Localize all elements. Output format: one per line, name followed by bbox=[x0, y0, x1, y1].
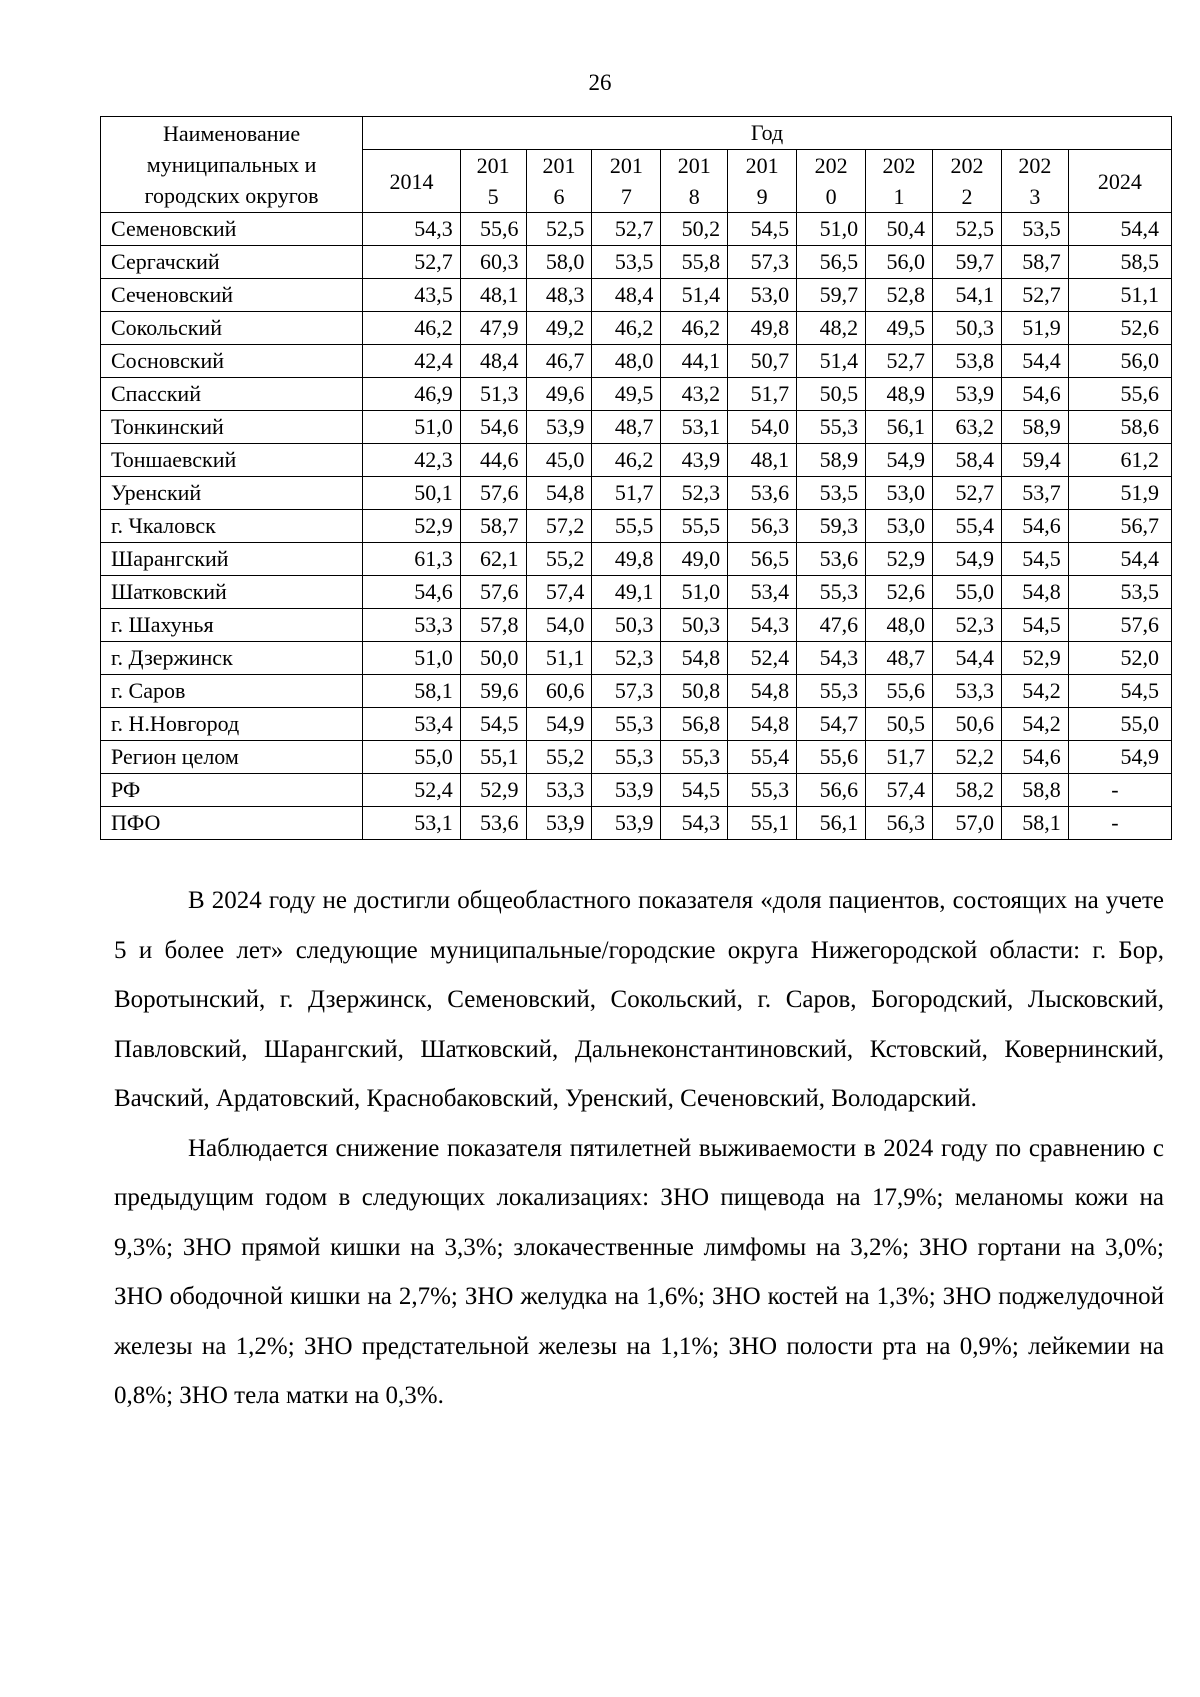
value-cell: 58,0 bbox=[526, 246, 592, 279]
value-cell: 54,5 bbox=[1001, 543, 1068, 576]
year-header bbox=[363, 150, 461, 213]
value-cell: 51,0 bbox=[363, 411, 461, 444]
value-cell: 55,4 bbox=[728, 741, 797, 774]
value-cell: 48,0 bbox=[866, 609, 933, 642]
value-cell: 58,8 bbox=[1001, 774, 1068, 807]
paragraph: Наблюдается снижение показателя пятилетней выживаемости в 2024 году по сравнению с предыдущим годом в следующих локализациях: ЗНО пищевода на 17,9%; меланомы кожи на 9,3%; ЗНО прямой кишки на 3,3%; злокачественные лимфомы на 3,2%; ЗНО гортани на 3,0%; ЗНО ободочной кишки на 2,7%; ЗНО желудка на 1,6%; ЗНО костей на 1,3%; ЗНО поджелудочной железы на 1,2%; ЗНО предстательной железы на 1,1%; ЗНО полости рта на 0,9%; лейкемии на 0,8%; ЗНО тела матки на 0,3%. bbox=[114, 1134, 1164, 1409]
district-name: г. Н.Новгород bbox=[101, 708, 363, 741]
value-cell: 53,0 bbox=[728, 279, 797, 312]
year-header bbox=[1068, 150, 1171, 213]
year-header bbox=[661, 150, 728, 213]
value-cell: 50,3 bbox=[592, 609, 661, 642]
value-cell: 57,0 bbox=[932, 807, 1001, 840]
value-cell: 51,7 bbox=[592, 477, 661, 510]
value-cell: 51,3 bbox=[460, 378, 526, 411]
year-header-part: 201 bbox=[609, 153, 643, 178]
table-row bbox=[101, 741, 1172, 774]
value-cell: 54,5 bbox=[460, 708, 526, 741]
value-cell: 56,7 bbox=[1068, 510, 1171, 543]
value-cell: 47,6 bbox=[797, 609, 866, 642]
year-header-part: 6 bbox=[553, 184, 565, 209]
value-cell: 51,4 bbox=[661, 279, 728, 312]
value-cell: 53,6 bbox=[460, 807, 526, 840]
table-row bbox=[101, 807, 1172, 840]
value-cell: 58,1 bbox=[363, 675, 461, 708]
value-cell: 52,3 bbox=[932, 609, 1001, 642]
value-cell: 51,0 bbox=[363, 642, 461, 675]
value-cell: 50,5 bbox=[866, 708, 933, 741]
value-cell: 55,5 bbox=[592, 510, 661, 543]
year-header-part: 2014 bbox=[389, 168, 434, 194]
value-cell: 55,3 bbox=[592, 741, 661, 774]
value-cell: 52,0 bbox=[1068, 642, 1171, 675]
value-cell: 55,0 bbox=[1068, 708, 1171, 741]
value-cell: 55,2 bbox=[526, 543, 592, 576]
district-name: ПФО bbox=[101, 807, 363, 840]
value-cell: 55,0 bbox=[363, 741, 461, 774]
value-cell: 46,7 bbox=[526, 345, 592, 378]
value-cell: 55,3 bbox=[797, 576, 866, 609]
value-cell: 52,9 bbox=[866, 543, 933, 576]
district-name: Шатковский bbox=[101, 576, 363, 609]
table-row bbox=[101, 642, 1172, 675]
table-row bbox=[101, 345, 1172, 378]
value-cell: 49,8 bbox=[728, 312, 797, 345]
year-header-part: 202 bbox=[882, 153, 916, 178]
value-cell: 49,1 bbox=[592, 576, 661, 609]
value-cell: 52,4 bbox=[363, 774, 461, 807]
value-cell: 56,8 bbox=[661, 708, 728, 741]
district-name: г. Чкаловск bbox=[101, 510, 363, 543]
value-cell: 51,7 bbox=[866, 741, 933, 774]
value-cell: 57,6 bbox=[1068, 609, 1171, 642]
year-header-part: 7 bbox=[620, 184, 632, 209]
value-cell: 61,2 bbox=[1068, 444, 1171, 477]
value-cell: 57,2 bbox=[526, 510, 592, 543]
value-cell: 53,3 bbox=[932, 675, 1001, 708]
value-cell: 58,4 bbox=[932, 444, 1001, 477]
year-header bbox=[526, 150, 592, 213]
value-cell: 54,2 bbox=[1001, 708, 1068, 741]
value-cell: 51,1 bbox=[526, 642, 592, 675]
value-cell: 54,6 bbox=[363, 576, 461, 609]
value-cell: 54,6 bbox=[1001, 378, 1068, 411]
value-cell: 52,9 bbox=[363, 510, 461, 543]
value-cell: 51,0 bbox=[797, 213, 866, 246]
value-cell: 51,1 bbox=[1068, 279, 1171, 312]
value-cell: 53,5 bbox=[592, 246, 661, 279]
value-cell: 51,7 bbox=[728, 378, 797, 411]
value-cell: 50,0 bbox=[460, 642, 526, 675]
year-header-part: 202 bbox=[1018, 153, 1052, 178]
value-cell: 46,2 bbox=[661, 312, 728, 345]
district-name: Сеченовский bbox=[101, 279, 363, 312]
year-header-part: 9 bbox=[756, 184, 768, 209]
value-cell: 56,0 bbox=[1068, 345, 1171, 378]
value-cell: 56,1 bbox=[866, 411, 933, 444]
value-cell: 55,6 bbox=[460, 213, 526, 246]
value-cell: 57,8 bbox=[460, 609, 526, 642]
value-cell: 48,9 bbox=[866, 378, 933, 411]
value-cell: 53,0 bbox=[866, 477, 933, 510]
year-header bbox=[1001, 150, 1068, 213]
year-header-part: 0 bbox=[825, 184, 837, 209]
value-cell: 56,5 bbox=[728, 543, 797, 576]
district-name: г. Шахунья bbox=[101, 609, 363, 642]
value-cell: 52,7 bbox=[932, 477, 1001, 510]
value-cell: 48,7 bbox=[866, 642, 933, 675]
body-text bbox=[114, 876, 1164, 1421]
district-name: Тонкинский bbox=[101, 411, 363, 444]
value-cell: 55,3 bbox=[592, 708, 661, 741]
value-cell: 54,3 bbox=[661, 807, 728, 840]
value-cell: 53,3 bbox=[363, 609, 461, 642]
year-header-part: 5 bbox=[487, 184, 499, 209]
value-cell: 48,0 bbox=[592, 345, 661, 378]
value-cell: 54,9 bbox=[932, 543, 1001, 576]
value-cell: 42,3 bbox=[363, 444, 461, 477]
table-row bbox=[101, 774, 1172, 807]
year-header-part: 8 bbox=[688, 184, 700, 209]
value-cell: 50,5 bbox=[797, 378, 866, 411]
district-name: Тоншаевский bbox=[101, 444, 363, 477]
value-cell: 56,5 bbox=[797, 246, 866, 279]
table-row bbox=[101, 378, 1172, 411]
value-cell: 54,4 bbox=[932, 642, 1001, 675]
value-cell: 55,3 bbox=[797, 411, 866, 444]
district-name: Семеновский bbox=[101, 213, 363, 246]
value-cell: 59,3 bbox=[797, 510, 866, 543]
table-row bbox=[101, 708, 1172, 741]
value-cell: 46,9 bbox=[363, 378, 461, 411]
value-cell: 54,0 bbox=[728, 411, 797, 444]
year-header-part: 2 bbox=[961, 184, 973, 209]
value-cell: 55,4 bbox=[932, 510, 1001, 543]
year-header-part: 3 bbox=[1029, 184, 1041, 209]
year-header bbox=[932, 150, 1001, 213]
value-cell: 58,5 bbox=[1068, 246, 1171, 279]
district-name: Регион целом bbox=[101, 741, 363, 774]
year-header-part: 201 bbox=[677, 153, 711, 178]
value-cell: 60,3 bbox=[460, 246, 526, 279]
value-cell: 59,6 bbox=[460, 675, 526, 708]
value-cell: 54,5 bbox=[661, 774, 728, 807]
year-header-part: 201 bbox=[542, 153, 576, 178]
table-row bbox=[101, 609, 1172, 642]
value-cell: 57,3 bbox=[592, 675, 661, 708]
year-header bbox=[866, 150, 933, 213]
year-header-part: 2024 bbox=[1097, 168, 1142, 194]
year-group-header: Год bbox=[363, 117, 1172, 150]
value-cell: 59,4 bbox=[1001, 444, 1068, 477]
value-cell: 56,1 bbox=[797, 807, 866, 840]
value-cell: 52,7 bbox=[363, 246, 461, 279]
value-cell: 54,1 bbox=[932, 279, 1001, 312]
district-name: Уренский bbox=[101, 477, 363, 510]
table-row bbox=[101, 312, 1172, 345]
value-cell: 42,4 bbox=[363, 345, 461, 378]
value-cell: 55,5 bbox=[661, 510, 728, 543]
value-cell: 54,9 bbox=[526, 708, 592, 741]
value-cell: 57,4 bbox=[866, 774, 933, 807]
value-cell: 52,5 bbox=[526, 213, 592, 246]
value-cell: 51,0 bbox=[661, 576, 728, 609]
district-name: Сергачский bbox=[101, 246, 363, 279]
value-cell: 53,1 bbox=[661, 411, 728, 444]
value-cell: 48,3 bbox=[526, 279, 592, 312]
value-cell: 54,2 bbox=[1001, 675, 1068, 708]
value-cell: 61,3 bbox=[363, 543, 461, 576]
table-row bbox=[101, 411, 1172, 444]
table-row bbox=[101, 477, 1172, 510]
value-cell: 57,6 bbox=[460, 576, 526, 609]
value-cell: 55,3 bbox=[797, 675, 866, 708]
district-name: г. Саров bbox=[101, 675, 363, 708]
value-cell: 60,6 bbox=[526, 675, 592, 708]
value-cell: 62,1 bbox=[460, 543, 526, 576]
value-cell: 54,4 bbox=[1068, 213, 1171, 246]
value-cell: 48,4 bbox=[460, 345, 526, 378]
value-cell: 54,8 bbox=[526, 477, 592, 510]
value-cell: 52,6 bbox=[866, 576, 933, 609]
survival-table bbox=[100, 116, 1172, 840]
value-cell: 58,9 bbox=[1001, 411, 1068, 444]
value-cell: 54,8 bbox=[728, 708, 797, 741]
value-cell: 57,3 bbox=[728, 246, 797, 279]
table-row bbox=[101, 576, 1172, 609]
value-cell: 53,5 bbox=[797, 477, 866, 510]
value-cell: 55,6 bbox=[866, 675, 933, 708]
district-name: Спасский bbox=[101, 378, 363, 411]
value-cell: - bbox=[1068, 774, 1171, 807]
value-cell: 53,1 bbox=[363, 807, 461, 840]
year-header bbox=[592, 150, 661, 213]
paragraph: В 2024 году не достигли общеобластного показателя «доля пациентов, состоящих на учете 5 и более лет» следующие муниципальные/городские округа Нижегородской области: г. Бор, Воротынский, г. Дзержинск, Семеновский, Сокольский, г. Саров, Богородский, Лысковский, Павловский, Шарангский, Шатковский, Дальнеконстантиновский, Кстовский, Ковернинский, Вачский, Ардатовский, Краснобаковский, Уренский, Сеченовский, Володарский. bbox=[114, 887, 1164, 1112]
table-row bbox=[101, 213, 1172, 246]
value-cell: 54,6 bbox=[1001, 741, 1068, 774]
name-column-header: Наименование муниципальных и городских округов bbox=[101, 117, 363, 213]
value-cell: 53,7 bbox=[1001, 477, 1068, 510]
value-cell: 56,0 bbox=[866, 246, 933, 279]
value-cell: 43,9 bbox=[661, 444, 728, 477]
value-cell: 52,7 bbox=[592, 213, 661, 246]
value-cell: 46,2 bbox=[363, 312, 461, 345]
value-cell: 59,7 bbox=[932, 246, 1001, 279]
value-cell: 50,7 bbox=[728, 345, 797, 378]
value-cell: 53,9 bbox=[592, 807, 661, 840]
value-cell: 54,5 bbox=[1001, 609, 1068, 642]
year-header-part: 201 bbox=[476, 153, 510, 178]
value-cell: 58,7 bbox=[1001, 246, 1068, 279]
value-cell: 58,6 bbox=[1068, 411, 1171, 444]
district-name: Сокольский bbox=[101, 312, 363, 345]
value-cell: 56,3 bbox=[728, 510, 797, 543]
value-cell: 43,2 bbox=[661, 378, 728, 411]
district-name: г. Дзержинск bbox=[101, 642, 363, 675]
value-cell: 49,5 bbox=[866, 312, 933, 345]
value-cell: 50,8 bbox=[661, 675, 728, 708]
value-cell: 55,3 bbox=[661, 741, 728, 774]
value-cell: 53,4 bbox=[363, 708, 461, 741]
value-cell: 46,2 bbox=[592, 312, 661, 345]
value-cell: 52,2 bbox=[932, 741, 1001, 774]
year-header bbox=[728, 150, 797, 213]
value-cell: 45,0 bbox=[526, 444, 592, 477]
value-cell: 56,3 bbox=[866, 807, 933, 840]
value-cell: 54,3 bbox=[363, 213, 461, 246]
value-cell: 43,5 bbox=[363, 279, 461, 312]
value-cell: 56,6 bbox=[797, 774, 866, 807]
value-cell: 50,4 bbox=[866, 213, 933, 246]
value-cell: 57,4 bbox=[526, 576, 592, 609]
value-cell: 53,3 bbox=[526, 774, 592, 807]
value-cell: 54,7 bbox=[797, 708, 866, 741]
table-row bbox=[101, 279, 1172, 312]
value-cell: 55,2 bbox=[526, 741, 592, 774]
value-cell: 52,5 bbox=[932, 213, 1001, 246]
value-cell: 52,4 bbox=[728, 642, 797, 675]
value-cell: 58,2 bbox=[932, 774, 1001, 807]
value-cell: 55,6 bbox=[797, 741, 866, 774]
value-cell: 54,8 bbox=[1001, 576, 1068, 609]
value-cell: 48,4 bbox=[592, 279, 661, 312]
value-cell: 57,6 bbox=[460, 477, 526, 510]
value-cell: 52,9 bbox=[1001, 642, 1068, 675]
value-cell: 48,7 bbox=[592, 411, 661, 444]
value-cell: 54,4 bbox=[1001, 345, 1068, 378]
value-cell: 54,6 bbox=[460, 411, 526, 444]
table-row bbox=[101, 444, 1172, 477]
value-cell: 49,6 bbox=[526, 378, 592, 411]
value-cell: 54,5 bbox=[1068, 675, 1171, 708]
value-cell: 50,2 bbox=[661, 213, 728, 246]
value-cell: 48,1 bbox=[728, 444, 797, 477]
value-cell: 54,8 bbox=[728, 675, 797, 708]
value-cell: 51,4 bbox=[797, 345, 866, 378]
value-cell: 54,3 bbox=[797, 642, 866, 675]
value-cell: 54,5 bbox=[728, 213, 797, 246]
value-cell: 53,5 bbox=[1068, 576, 1171, 609]
value-cell: 50,6 bbox=[932, 708, 1001, 741]
table-row bbox=[101, 675, 1172, 708]
value-cell: 49,0 bbox=[661, 543, 728, 576]
year-header bbox=[797, 150, 866, 213]
value-cell: 48,1 bbox=[460, 279, 526, 312]
value-cell: 55,0 bbox=[932, 576, 1001, 609]
value-cell: 54,3 bbox=[728, 609, 797, 642]
value-cell: 50,1 bbox=[363, 477, 461, 510]
value-cell: 54,8 bbox=[661, 642, 728, 675]
value-cell: 54,6 bbox=[1001, 510, 1068, 543]
value-cell: 44,1 bbox=[661, 345, 728, 378]
value-cell: 53,9 bbox=[932, 378, 1001, 411]
value-cell: - bbox=[1068, 807, 1171, 840]
value-cell: 48,2 bbox=[797, 312, 866, 345]
value-cell: 51,9 bbox=[1068, 477, 1171, 510]
value-cell: 55,1 bbox=[728, 807, 797, 840]
value-cell: 52,6 bbox=[1068, 312, 1171, 345]
year-header bbox=[460, 150, 526, 213]
value-cell: 59,7 bbox=[797, 279, 866, 312]
value-cell: 53,4 bbox=[728, 576, 797, 609]
value-cell: 52,3 bbox=[661, 477, 728, 510]
value-cell: 51,9 bbox=[1001, 312, 1068, 345]
page-number: 26 bbox=[588, 70, 612, 95]
year-header-part: 202 bbox=[950, 153, 984, 178]
value-cell: 49,2 bbox=[526, 312, 592, 345]
value-cell: 53,8 bbox=[932, 345, 1001, 378]
year-header-part: 202 bbox=[814, 153, 848, 178]
value-cell: 55,6 bbox=[1068, 378, 1171, 411]
value-cell: 52,8 bbox=[866, 279, 933, 312]
district-name: РФ bbox=[101, 774, 363, 807]
value-cell: 52,7 bbox=[866, 345, 933, 378]
value-cell: 50,3 bbox=[932, 312, 1001, 345]
value-cell: 50,3 bbox=[661, 609, 728, 642]
value-cell: 58,1 bbox=[1001, 807, 1068, 840]
value-cell: 53,9 bbox=[526, 411, 592, 444]
table-row bbox=[101, 510, 1172, 543]
value-cell: 54,9 bbox=[1068, 741, 1171, 774]
value-cell: 53,9 bbox=[592, 774, 661, 807]
value-cell: 55,3 bbox=[728, 774, 797, 807]
value-cell: 53,5 bbox=[1001, 213, 1068, 246]
value-cell: 52,9 bbox=[460, 774, 526, 807]
value-cell: 63,2 bbox=[932, 411, 1001, 444]
value-cell: 49,5 bbox=[592, 378, 661, 411]
year-header-part: 1 bbox=[893, 184, 905, 209]
value-cell: 54,4 bbox=[1068, 543, 1171, 576]
value-cell: 55,8 bbox=[661, 246, 728, 279]
value-cell: 53,6 bbox=[797, 543, 866, 576]
district-name: Шарангский bbox=[101, 543, 363, 576]
table-row bbox=[101, 246, 1172, 279]
table-row bbox=[101, 543, 1172, 576]
value-cell: 47,9 bbox=[460, 312, 526, 345]
value-cell: 54,0 bbox=[526, 609, 592, 642]
value-cell: 58,7 bbox=[460, 510, 526, 543]
value-cell: 53,0 bbox=[866, 510, 933, 543]
value-cell: 52,3 bbox=[592, 642, 661, 675]
value-cell: 52,7 bbox=[1001, 279, 1068, 312]
value-cell: 44,6 bbox=[460, 444, 526, 477]
value-cell: 58,9 bbox=[797, 444, 866, 477]
value-cell: 53,9 bbox=[526, 807, 592, 840]
value-cell: 53,6 bbox=[728, 477, 797, 510]
value-cell: 54,9 bbox=[866, 444, 933, 477]
district-name: Сосновский bbox=[101, 345, 363, 378]
value-cell: 49,8 bbox=[592, 543, 661, 576]
value-cell: 55,1 bbox=[460, 741, 526, 774]
year-header-part: 201 bbox=[745, 153, 779, 178]
value-cell: 46,2 bbox=[592, 444, 661, 477]
